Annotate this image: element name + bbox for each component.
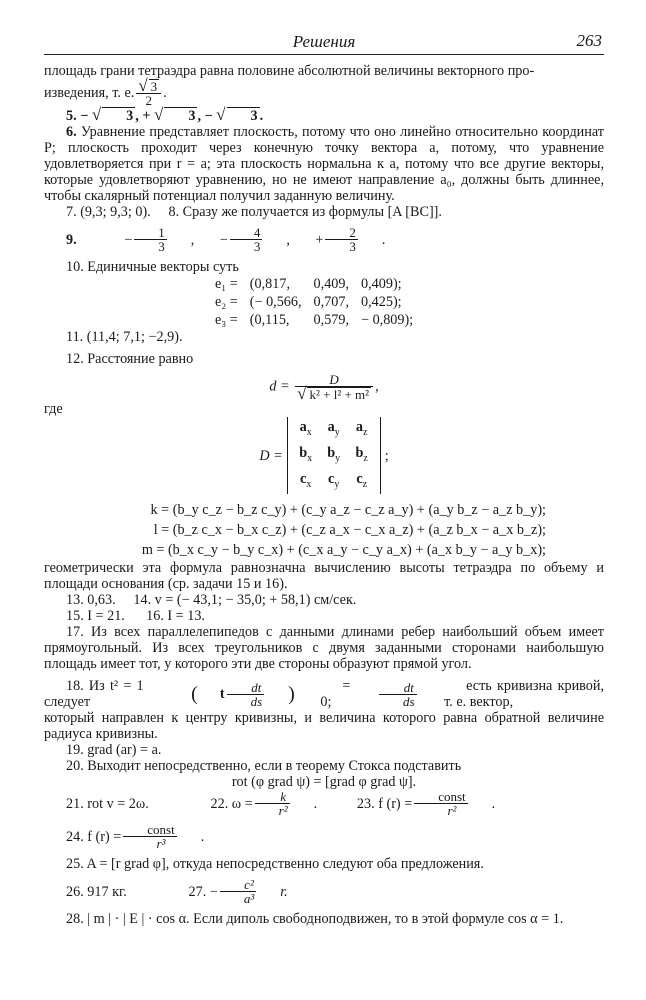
frac-3-sign: +	[315, 231, 324, 248]
answer-24: 24. f (r) = $\frac{\text{const}}{\text{r³}}$ .	[44, 823, 604, 850]
answer-24-frac	[123, 823, 176, 850]
page-header	[44, 28, 604, 55]
vector-c1: (0,115,	[249, 312, 290, 328]
vector-row	[209, 311, 419, 329]
distance-den: k² + l² + m²	[309, 387, 370, 402]
eq-l: l = (b_z c_x − b_x c_z) + (c_z a_x − c_x a_z) + (a_z b_x − a_x b_z);	[153, 522, 546, 539]
answer-25: 25. A = [r grad φ], откуда непосредственно следуют оба предложения.	[66, 856, 484, 873]
where-word: где	[44, 401, 63, 417]
vector-c1: (− 0,566,	[249, 294, 302, 310]
dt-ds-2: $\frac{dt}{ds}$	[379, 681, 417, 708]
klm-equations	[44, 500, 604, 560]
m-sub: x	[306, 426, 312, 438]
sqrt-radicand: 3	[150, 79, 158, 94]
frac-1-sign: −	[124, 231, 133, 248]
m-entry: a	[355, 419, 364, 435]
answer-12: 12. Расстояние равно	[66, 351, 194, 367]
distance-formula: d = $\frac{D}{\text{√ k² + l² + m²}}$ ,	[269, 372, 379, 403]
answer-4-cont: площадь грани тетраэдра равна половине абсолютной величины векторного про-	[44, 63, 535, 79]
vector-c2: 0,409,	[313, 276, 350, 292]
answer-27-den: a³	[243, 891, 255, 907]
frac-2-num: 4	[230, 226, 263, 240]
answer-24-num: const	[123, 823, 176, 837]
distance-num: D	[329, 372, 339, 387]
answer-18-tail: который направлен к центру кривизны, и величина которого равна обратной величине радиуса кривизны.	[44, 710, 604, 743]
distance-fraction: $\frac{D}{\text{√ k² + l² + m²}}$	[295, 373, 373, 401]
vector-name: e₃ =	[215, 312, 238, 328]
answer-13-14	[44, 592, 604, 608]
distance-lhs: d =	[269, 378, 290, 395]
m-sub: z	[362, 478, 368, 490]
answer-26: 26. 917 кг.	[66, 883, 127, 900]
answer-5: 5. − √ 3 , + √ 3 , − √ 3 .	[66, 105, 264, 124]
m-entry: b	[355, 444, 364, 461]
m-entry: c	[356, 470, 363, 487]
vector-c2: 0,707,	[313, 294, 350, 310]
answer-23-frac	[414, 790, 467, 817]
frac-3-num: 2	[325, 226, 358, 240]
answer-16: 16. I = 13.	[146, 608, 205, 625]
answer-20: 20. Выходит непосредственно, если в теорему Стокса подставить	[66, 758, 462, 775]
answer-27-num: c²	[244, 877, 254, 893]
m-entry: a	[327, 419, 335, 435]
frac-1	[134, 226, 167, 253]
frac-1-num: 1	[134, 226, 167, 240]
answer-24-den: r³	[156, 836, 166, 852]
m-sub: y	[335, 452, 341, 464]
frac-2	[230, 226, 263, 253]
eq-k: k = (b_y c_z − b_z c_y) + (c_y a_z − c_z a_y) + (a_y b_z − a_z b_y);	[150, 502, 546, 519]
vector-c3: − 0,809);	[361, 312, 414, 328]
answer-13: 13. 0,63.	[66, 592, 116, 609]
m-sub: y	[334, 426, 340, 438]
answer-28: 28. | m | · | E | · cos α. Если диполь свободноподвижен, то в этой формуле cos α = 1.	[66, 911, 564, 928]
m-entry: c	[328, 470, 335, 487]
m-entry: a	[299, 419, 307, 435]
answer-22-frac	[255, 790, 290, 817]
unit-vectors-table	[209, 275, 419, 329]
vector-c2: 0,579,	[313, 312, 350, 328]
answer-22: 22. ω =	[210, 795, 253, 812]
answer-22-den: r²	[278, 803, 288, 819]
answer-19: 19. grad (ar) = a.	[66, 742, 162, 759]
frac-3-den: 3	[349, 239, 356, 254]
vector-name: e₂ =	[215, 294, 238, 310]
answer-18-c: есть кривизна кривой, т. е. вектор,	[444, 678, 604, 711]
answer-4-end: изведения, т. е. $\frac{√ 3}{2}$ .	[44, 76, 167, 108]
denominator: 2	[145, 93, 152, 108]
page-number: 263	[576, 31, 602, 50]
frac-3	[325, 226, 358, 253]
answer-8: 8. Сразу же получается из формулы [A [BC]].	[168, 204, 442, 220]
dt-ds-1: $\frac{dt}{ds}$	[227, 681, 265, 708]
frac-2-sign: −	[219, 231, 228, 248]
vector-c1: (0,817,	[249, 276, 290, 292]
answer-15-16	[44, 608, 604, 624]
answer-9-label: 9.	[66, 231, 77, 248]
solutions-text	[44, 63, 604, 927]
answer-26-27	[44, 878, 604, 905]
m-sub: x	[307, 452, 313, 464]
sqrt-c: 3	[227, 107, 260, 124]
answer-23: 23. f (r) =	[356, 795, 413, 812]
determinant-matrix	[287, 417, 381, 494]
answer-6-text: Уравнение представляет плоскость, потому что оно линейно относительно координат P; плоскость проходит через конечную точку вектора a, потому, что уравнение удовлетворяется при r = a; эта плоскость нормальна к a, потому что все другие векторы, которые удовлетворяют уравнению, но не имеют направление a₀, должны быть длиннее, чтобы скалярный потенциал получил заданную величину.	[44, 124, 604, 204]
determinant: D = $a_x$ $a_y$ $a_z$ $b_x$ $b_y$ $b_z$ $c_x$ $c_y$ $c_z$ ;	[44, 417, 604, 494]
m-sub: z	[363, 426, 368, 438]
answer-11: 11. (11,4; 7,1; −2,9).	[66, 329, 183, 345]
eq-m: m = (b_x c_y − b_y c_x) + (c_x a_y − c_y a_x) + (a_x b_y − a_y b_x);	[141, 542, 546, 559]
answer-17: 17. Из всех параллелепипедов с данными длинами ребер наибольший объем имеет прямоугольный. Из всех треугольников с двумя заданными сторонами наибольшую площадь имеет тот, у которого эти две стороны образуют прямой угол.	[44, 624, 604, 673]
answer-21: 21. rot v = 2ω.	[66, 795, 149, 812]
answer-27: 27. −	[188, 883, 218, 900]
answer-7: 7. (9,3; 9,3; 0).	[66, 204, 151, 220]
answer-6-label: 6.	[66, 124, 77, 140]
answer-9: 9. − $\frac{1}{3}$ , − $\frac{4}{3}$ , + $\frac{2}{3}$ .	[44, 226, 604, 253]
page	[44, 28, 604, 927]
answer-18: 18. Из t² = 1 следует ( t $\frac{dt}{ds}$ ) = 0; $\frac{dt}{ds}$ есть кривизна кривой, т. е. вектор,	[44, 678, 604, 711]
answer-27-b: r.	[280, 883, 288, 900]
answer-12-tail: геометрически эта формула равнозначна вычислению высоты тетраэдра по объему и площади основания (ср. задачи 15 и 16).	[44, 560, 604, 593]
m-entry: c	[300, 470, 307, 487]
answer-24-a: 24. f (r) =	[66, 828, 122, 845]
sqrt-a: 3	[102, 107, 135, 124]
answer-18-b: = 0;	[320, 678, 351, 711]
frac-1-den: 3	[158, 239, 165, 254]
answer-10: 10. Единичные векторы суть	[66, 259, 239, 275]
determinant-lhs: D =	[259, 447, 283, 464]
answer-22-num: k	[280, 789, 287, 805]
m-entry: b	[299, 444, 308, 461]
sqrt3-over-2: $\frac{√ 3}{2}$	[136, 79, 161, 107]
answer-15: 15. I = 21.	[66, 608, 125, 625]
answer-20-eq: rot (φ grad ψ) = [grad φ grad ψ].	[231, 774, 417, 791]
vector-name: e₁ =	[215, 276, 238, 292]
vector-c3: 0,425);	[361, 294, 402, 310]
m-entry: b	[327, 444, 336, 461]
sqrt-b: 3	[164, 107, 197, 124]
vector-row	[209, 293, 419, 311]
m-sub: y	[334, 478, 340, 490]
m-sub: z	[363, 452, 368, 464]
answer-23-den: r²	[447, 803, 457, 819]
answer-7-8	[44, 204, 604, 220]
answer-5-label: 5.	[66, 108, 77, 124]
vector-c3: 0,409);	[361, 276, 402, 292]
answer-18-a: 18. Из t² = 1 следует	[44, 678, 144, 711]
m-sub: x	[306, 478, 312, 490]
answer-4-text: изведения, т. е.	[44, 85, 135, 101]
vector-row	[209, 275, 419, 293]
answer-27-frac	[220, 878, 256, 905]
answer-23-num: const	[414, 790, 467, 804]
answer-6	[44, 124, 604, 204]
frac-2-den: 3	[253, 239, 261, 254]
running-title: Решения	[292, 32, 356, 51]
answer-21-23: 21. rot v = 2ω. 22. ω = $\frac{k}{\text{r²}}$ . 23. f (r) = $\frac{\text{const}}{\text{r²}}$ .	[44, 790, 604, 817]
answer-14: 14. v = (− 43,1; − 35,0; + 58,1) см/сек.	[133, 592, 357, 609]
